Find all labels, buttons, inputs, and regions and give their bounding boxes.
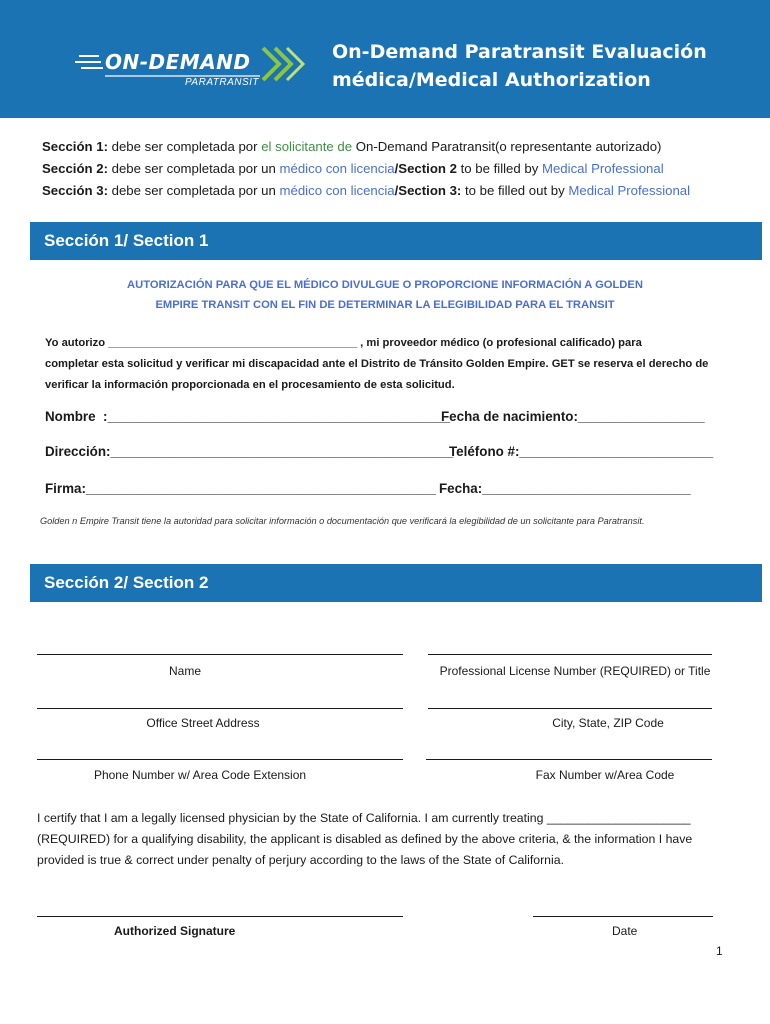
- instruction-2-blue-a: médico con licencia: [279, 161, 395, 176]
- on-demand-logo: [75, 40, 315, 95]
- authorization-paragraph: [45, 333, 735, 396]
- logo-subtext: PARATRANSIT: [185, 77, 260, 88]
- signature-line[interactable]: [37, 916, 403, 917]
- city-state-zip-line[interactable]: [428, 708, 712, 709]
- direccion-field[interactable]: Dirección:______________________________________________: [45, 444, 454, 459]
- instruction-1-text-a: debe ser completada por: [107, 139, 262, 154]
- page-number: 1: [716, 944, 723, 958]
- instruction-line-1: [42, 136, 690, 158]
- certification-statement: [37, 808, 737, 871]
- license-line[interactable]: [428, 654, 712, 655]
- phone-label: Phone Number w/ Area Code Extension: [93, 768, 307, 782]
- fax-label: Fax Number w/Area Code: [535, 768, 675, 782]
- date-label: Date: [612, 924, 638, 938]
- disclaimer-text: Golden n Empire Transit tiene la autoridad para solicitar información o documentación que verificará la elegibilidad de un solicitante para Paratransit.: [40, 516, 645, 526]
- authorization-paragraph-line2: completar esta solicitud y verificar mi discapacidad ante el Distrito de Tránsito Golden Empire. GET se reserva el derecho de: [45, 358, 709, 370]
- instruction-3-text-b: to be filled out by: [461, 183, 569, 198]
- fax-line[interactable]: [426, 759, 712, 760]
- name-label: Name: [168, 664, 201, 678]
- license-label: Professional License Number (REQUIRED) or Title: [439, 664, 711, 678]
- instruction-3-label: Sección 3:: [42, 183, 108, 198]
- fecha-nacimiento-field[interactable]: Fecha de nacimiento:_________________: [441, 409, 705, 424]
- instruction-2-slash: /: [394, 161, 399, 176]
- instruction-2-bold: Section 2: [398, 161, 457, 176]
- authorization-heading-line2: EMPIRE TRANSIT CON EL FIN DE DETERMINAR LA ELEGIBILIDAD PARA EL TRANSIT: [155, 299, 615, 311]
- authorization-paragraph-line1[interactable]: Yo autorizo ________________________________________ , mi proveedor médico (o profesional calificado) para: [45, 337, 642, 349]
- instruction-3-blue-a: médico con licencia: [279, 183, 395, 198]
- instruction-line-2: [42, 158, 690, 180]
- instruction-2-label: Sección 2:: [42, 161, 108, 176]
- section-2-header: Sección 2/ Section 2: [30, 564, 762, 602]
- page-title-line1: On-Demand Paratransit Evaluación: [332, 41, 707, 63]
- instruction-3-slash: /: [394, 183, 399, 198]
- section-1-header: Sección 1/ Section 1: [30, 222, 762, 260]
- instruction-1-green: el solicitante de: [261, 139, 353, 154]
- telefono-field[interactable]: Teléfono #:__________________________: [449, 444, 714, 459]
- name-line[interactable]: [37, 654, 403, 655]
- fecha-field[interactable]: Fecha:____________________________: [439, 481, 691, 496]
- instruction-3-text-a: debe ser completada por un: [107, 183, 280, 198]
- instruction-2-blue-b: Medical Professional: [541, 161, 664, 176]
- certification-line3: provided is true & correct under penalty of perjury according to the laws of the State of California.: [37, 853, 564, 867]
- authorization-heading-line1: AUTORIZACIÓN PARA QUE EL MÉDICO DIVULGUE O PROPORCIONE INFORMACIÓN A GOLDEN: [127, 279, 643, 291]
- instruction-1-text-b: On-Demand Paratransit(o representante autorizado): [352, 139, 662, 154]
- phone-line[interactable]: [37, 759, 403, 760]
- nombre-field[interactable]: Nombre :______________________________________________: [45, 409, 451, 424]
- instruction-1-label: Sección 1:: [42, 139, 108, 154]
- authorization-paragraph-line3: verificar la información proporcionada en el procesamiento de esta solicitud.: [45, 379, 455, 391]
- city-state-zip-label: City, State, ZIP Code: [552, 716, 664, 730]
- firma-field[interactable]: Firma:_______________________________________________: [45, 481, 436, 496]
- instruction-line-3: [42, 180, 690, 202]
- instruction-3-blue-b: Medical Professional: [568, 183, 691, 198]
- date-line[interactable]: [533, 916, 713, 917]
- header-banner: [0, 0, 770, 118]
- page-title: [332, 38, 752, 94]
- certification-line1[interactable]: I certify that I am a legally licensed physician by the State of California. I am currently treating _____________________: [37, 811, 691, 825]
- authorized-signature-label: Authorized Signature: [114, 924, 236, 938]
- page-title-line2: médica/Medical Authorization: [332, 69, 651, 91]
- office-address-line[interactable]: [37, 708, 403, 709]
- certification-line2: (REQUIRED) for a qualifying disability, the applicant is disabled as defined by the above criteria, & the information I have: [37, 832, 693, 846]
- instruction-2-text-b: to be filled by: [456, 161, 542, 176]
- section-instructions: [42, 136, 690, 202]
- instruction-3-bold: Section 3:: [398, 183, 462, 198]
- logo-text: ON-DEMAND: [105, 50, 251, 74]
- authorization-heading: [60, 275, 710, 315]
- office-address-label: Office Street Address: [146, 716, 260, 730]
- instruction-2-text-a: debe ser completada por un: [107, 161, 280, 176]
